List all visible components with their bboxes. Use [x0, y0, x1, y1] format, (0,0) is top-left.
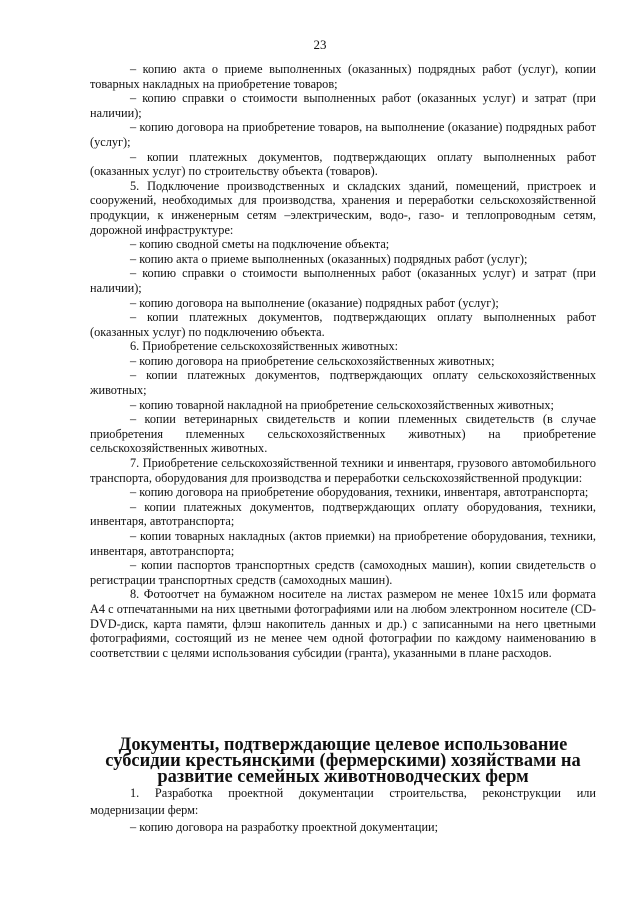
paragraph: – копию договора на приобретение оборудования, техники, инвентаря, автотранспорта;	[130, 485, 589, 500]
paragraph: – копии паспортов транспортных средств (самоходных машин), копии свидетельств о регистрации транспортных средств (самоходных машин).	[90, 558, 596, 587]
paragraph: – копии ветеринарных свидетельств и копии племенных свидетельств (в случае приобретения племенных сельскохозяйственных животных) на приобретение сельскохозяйственных животных.	[90, 412, 596, 456]
paragraph: – копию акта о приеме выполненных (оказанных) подрядных работ (услуг);	[130, 251, 528, 266]
document-body	[90, 62, 596, 660]
paragraph: – копию акта о приеме выполненных (оказанных) подрядных работ (услуг), копии товарных накладных на приобретение товаров;	[90, 62, 596, 91]
paragraph: 8. Фотоотчет на бумажном носителе на листах размером не менее 10х15 или формата А4 с отпечатанными на них цветными фотографиями или на любом электронном носителе (CD-DVD-диск, карта памяти, флэш накопитель данных и др.) с записанными на него цветными фотографиями, состоящий из не менее чем одной фотографии по каждому наименованию в соответствии с целями использования субсидии (гранта), указанными в плане расходов.	[90, 587, 596, 660]
paragraph: – копии платежных документов, подтверждающих оплату оборудования, техники, инвентаря, автотранспорта;	[90, 499, 596, 529]
section-body	[90, 785, 596, 836]
paragraph: 5. Подключение производственных и складских зданий, помещений, пристроек и сооружений, необходимых для производства, хранения и переработки сельскохозяйственной продукции, к инженерным сетям –электрическим, водо-, газо- и теплопроводным сетям, дорожной инфраструктуре:	[90, 178, 596, 237]
paragraph: – копию справки о стоимости выполненных работ (оказанных услуг) и затрат (при наличии);	[90, 266, 596, 295]
paragraph: – копию договора на выполнение (оказание) подрядных работ (услуг);	[130, 295, 499, 310]
page-number: 23	[313, 37, 327, 52]
paragraph: – копию справки о стоимости выполненных работ (оказанных услуг) и затрат (при наличии);	[90, 91, 596, 120]
paragraph: – копию договора на приобретение товаров, на выполнение (оказание) подрядных работ (услуг);	[90, 120, 596, 149]
paragraph: 1. Разработка проектной документации строительства, реконструкции или модернизации ферм:	[90, 786, 596, 817]
paragraph: 6. Приобретение сельскохозяйственных животных:	[130, 339, 399, 354]
paragraph: – копию договора на приобретение сельскохозяйственных животных;	[130, 353, 495, 368]
paragraph: – копии товарных накладных (актов приемки) на приобретение оборудования, техники, инвентаря, автотранспорта;	[90, 529, 596, 558]
paragraph: – копию сводной сметы на подключение объекта;	[130, 237, 390, 252]
paragraph: – копии платежных документов, подтверждающих оплату сельскохозяйственных животных;	[90, 368, 596, 398]
paragraph: – копии платежных документов, подтверждающих оплату выполненных работ (оказанных услуг) по подключению объекта.	[90, 310, 596, 339]
paragraph: 7. Приобретение сельскохозяйственной техники и инвентаря, грузового автомобильного транспорта, оборудования для производства и переработки сельскохозяйственной продукции:	[90, 456, 596, 485]
section-heading: Документы, подтверждающие целевое использование субсидии крестьянскими (фермерскими) хозяйствами на развитие семейных животноводческих ферм	[105, 734, 581, 786]
paragraph: – копии платежных документов, подтверждающих оплату выполненных работ (оказанных услуг) по строительству объекта (товаров).	[90, 149, 596, 179]
paragraph: – копию товарной накладной на приобретение сельскохозяйственных животных;	[130, 397, 554, 412]
paragraph: – копию договора на разработку проектной документации;	[130, 820, 439, 834]
